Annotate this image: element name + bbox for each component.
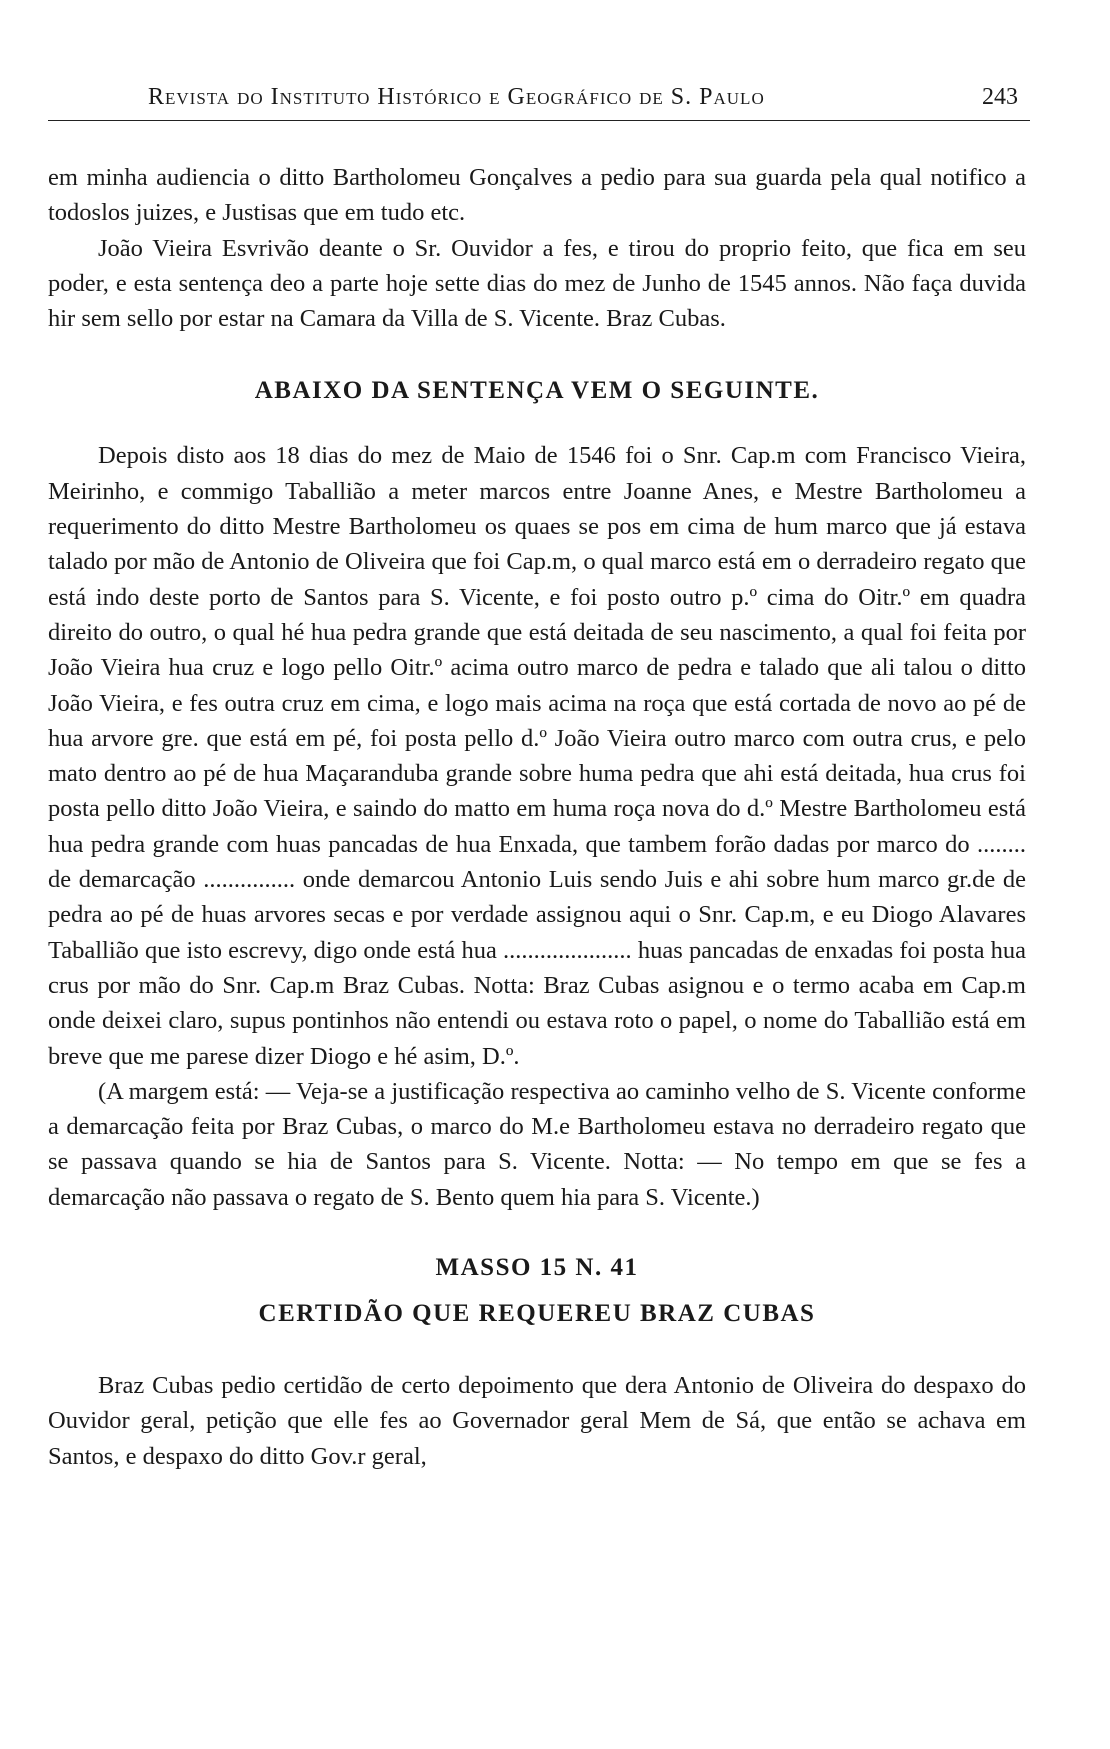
section-heading-certidao: CERTIDÃO QUE REQUEREU BRAZ CUBAS [258, 1300, 816, 1328]
body-text [48, 160, 1026, 1474]
paragraph-certidao: Braz Cubas pedio certidão de certo depoimento que dera Antonio de Oliveira do despaxo do Ouvidor geral, petição que elle fes ao Governador geral Mem de Sá, que então se achava em Santos, e despaxo do ditto Gov.r geral, [48, 1372, 1026, 1470]
page-number: 243 [982, 84, 1018, 110]
paragraph-escrivao: João Vieira Esvrivão deante o Sr. Ouvidor a fes, e tirou do proprio feito, que fica em seu poder, e esta sentença deo a parte hoje sette dias do mez de Junho de 1545 annos. Não faça duvida hir sem sello por estar na Camara da Villa de S. Vicente. Braz Cubas. [48, 234, 1026, 333]
section-heading-abaixo: ABAIXO DA SENTENÇA VEM O SEGUINTE. [254, 377, 820, 405]
journal-title: Revista do Instituto Histórico e Geográfico de S. Paulo [148, 84, 765, 110]
running-header [48, 84, 1030, 121]
paragraph-demarcacao: Depois disto aos 18 dias do mez de Maio de 1546 foi o Snr. Cap.m com Francisco Vieira, Meirinho, e commigo Taballião a meter marcos entre Joanne Anes, e Mestre Bartholomeu a requerimento do ditto Mestre Bartholomeu os quaes se pos em cima de hum marco que já estava talado por mão de Antonio de Oliveira que foi Cap.m, o qual marco está em o derradeiro regato que está indo deste porto de Santos para S. Vicente, e foi posto outro p.º cima do Oitr.º em quadra direito do outro, o qual hé hua pedra grande que está deitada de seu nascimento, a qual foi feita por João Vieira hua cruz e logo pello Oitr.º acima outro marco de pedra e talado que ali talou o ditto João Vieira, e fes outra cruz em cima, e logo mais acima na roça que está cortada de novo ao pé de hua arvore gre. que está em pé, foi posta pello d.º João Vieira outro marco com outra crus, e pelo mato dentro ao pé de hua Maçaranduba grande sobre huma pedra que ahi está deitada, hua crus foi posta pello ditto João Vieira, e saindo do matto em huma roça nova do d.º Mestre Bartholomeu está hua pedra grande com huas pancadas de hua Enxada, que tambem forão dadas por marco do ........ de demarcação ............... onde demarcou Antonio Luis sendo Juis e ahi sobre hum marco gr.de de pedra ao pé de huas arvores secas e por verdade assignou aqui o Snr. Cap.m, e eu Diogo Alavares Taballião que isto escrevy, digo onde está hua ..................... huas pancadas de enxadas foi posta hua crus por mão do Snr. Cap.m Braz Cubas. Notta: Braz Cubas asignou e o termo acaba em Cap.m onde deixei claro, supus pontinhos não entendi ou estava roto o papel, o nome do Taballião está em breve que me parese dizer Diogo e hé asim, D.º. [48, 442, 1026, 1070]
paragraph-continuation: em minha audiencia o ditto Bartholomeu Gonçalves a pedio para sua guarda pela qual notifico a todoslos juizes, e Justisas que em tudo etc. [48, 164, 1026, 227]
paragraph-margin-note: (A margem está: — Veja-se a justificação respectiva ao caminho velho de S. Vicente conforme a demarcação feita por Braz Cubas, o marco do M.e Bartholomeu estava no derradeiro regato que se passava quando se hia de Santos para S. Vicente. Notta: — No tempo em que se fes a demarcação não passava o regato de S. Bento quem hia para S. Vicente.) [48, 1077, 1026, 1211]
section-heading-masso: MASSO 15 N. 41 [435, 1254, 639, 1282]
